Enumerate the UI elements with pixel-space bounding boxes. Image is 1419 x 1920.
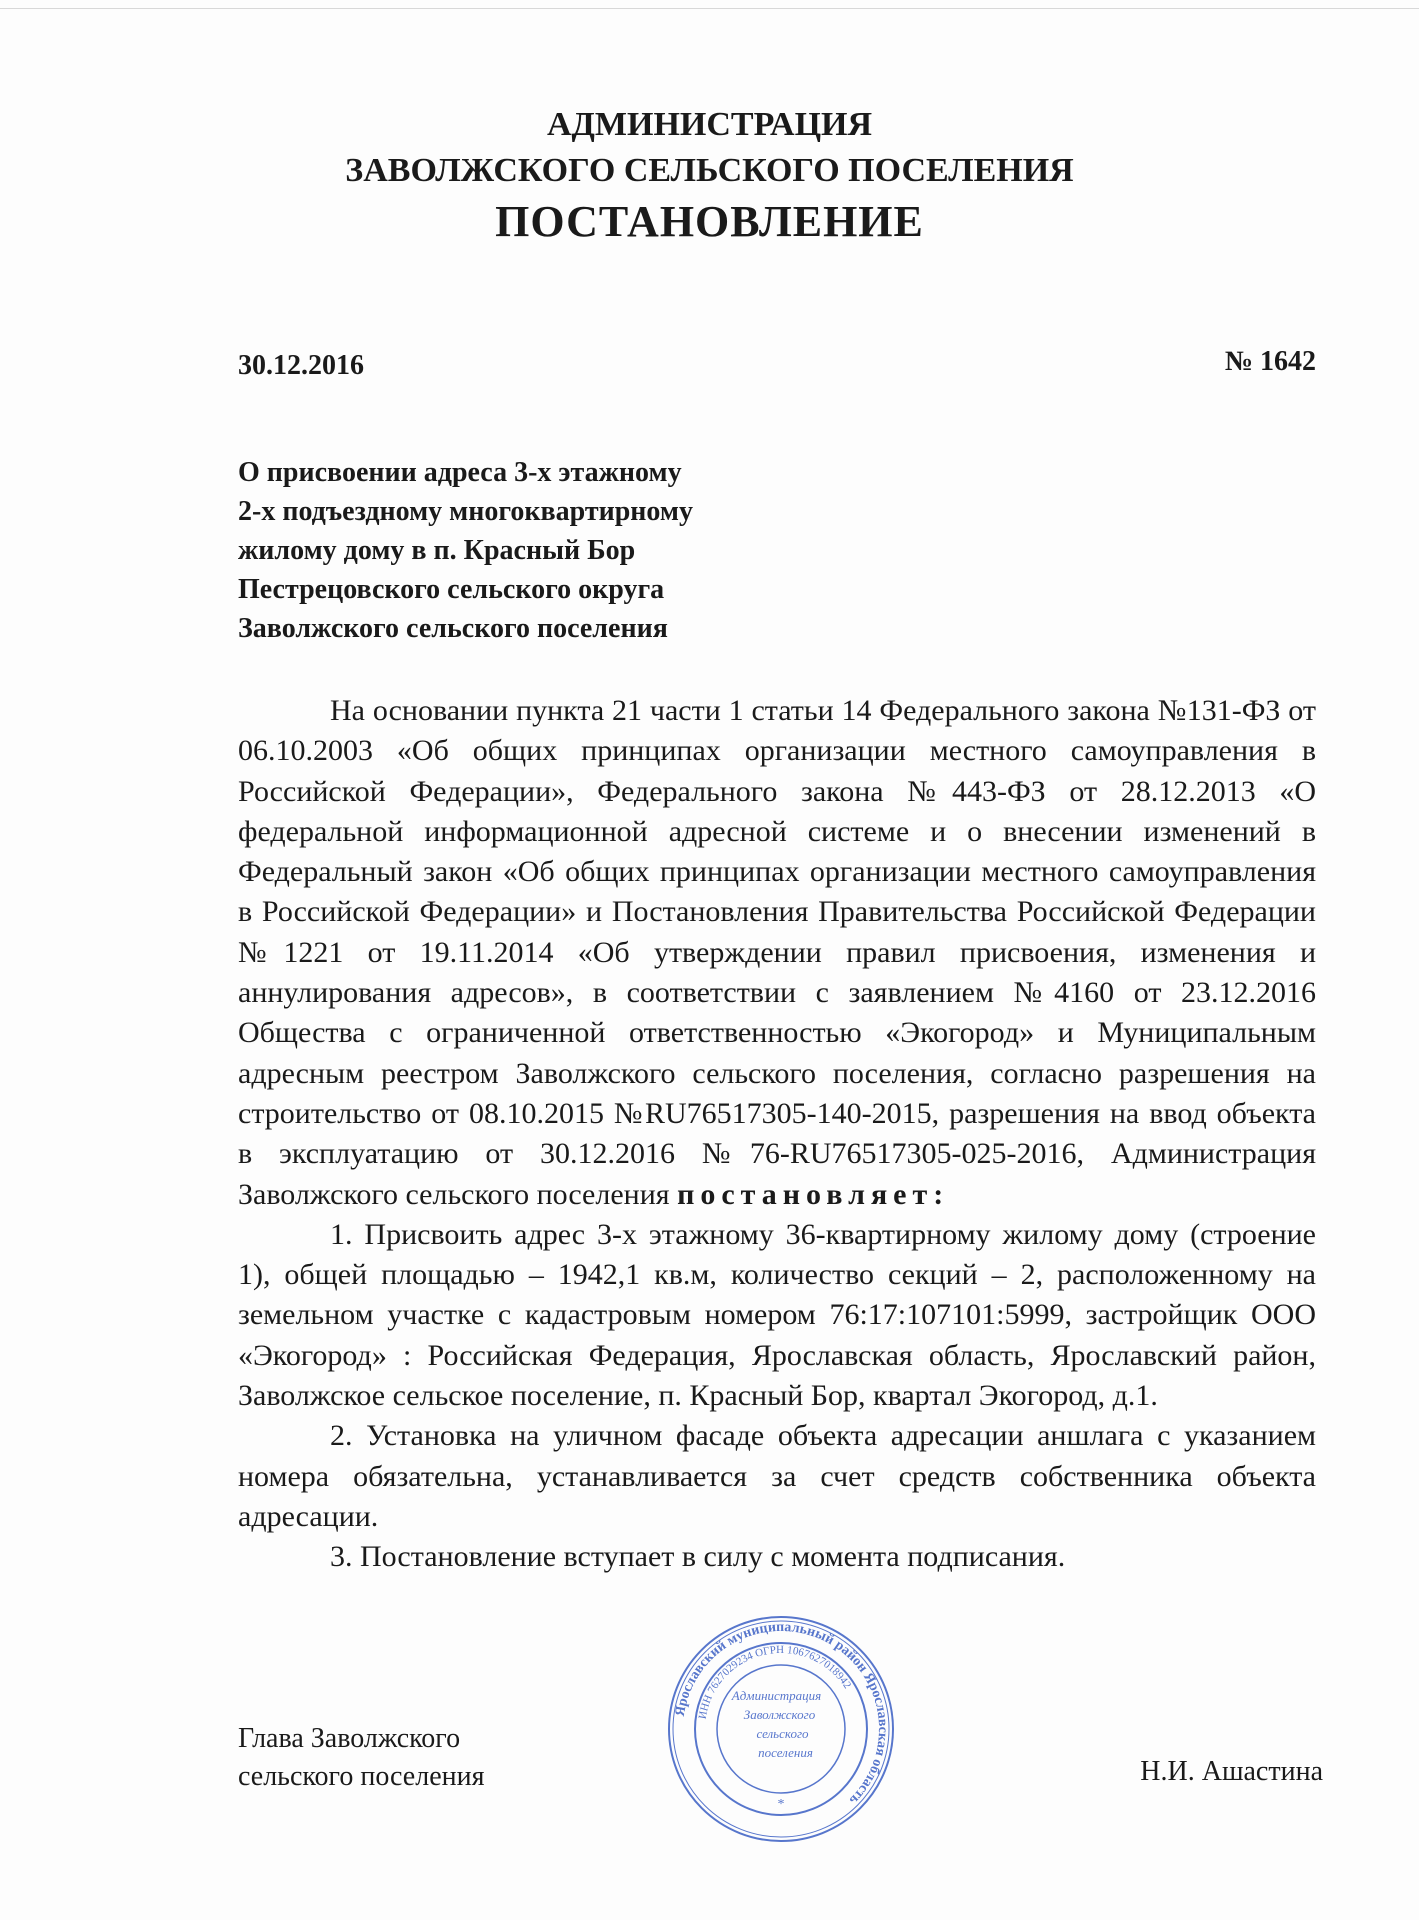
document-date: 30.12.2016	[238, 350, 364, 381]
seal-center-line: поселения	[758, 1745, 813, 1760]
subject-line: О присвоении адреса 3-х этажному	[238, 457, 682, 488]
seal-registration-text: ИНН 7627029234 ОГРН 1067627018942	[696, 1643, 854, 1720]
signatory-position-line: сельского поселения	[238, 1761, 485, 1792]
subject-line: 2-х подъездному многоквартирному	[238, 496, 693, 527]
decree-item: 1. Присвоить адрес 3-х этажному 36-квартирному жилому дому (строение 1), общей площадью – 1942,1 кв.м, количество секций – 2, расположенному на земельном участке с кадастровым номером 76:17:107101:5999, застройщик ООО «Экогород» : Российская Федерация, Ярославская область, Ярославский район, Заволжское сельское поселение, п. Красный Бор, квартал Экогород, д.1.	[238, 1217, 1316, 1413]
decree-word: постановляет:	[677, 1177, 950, 1211]
scan-edge-line	[0, 8, 1419, 9]
seal-center-text	[731, 1688, 821, 1760]
seal-center-line: сельского	[756, 1726, 809, 1741]
seal-center-line: Заволжского	[743, 1707, 816, 1722]
document-subject	[238, 453, 693, 648]
seal-star-icon: *	[777, 1797, 785, 1812]
document-body	[238, 691, 1316, 1578]
subject-line: жилому дому в п. Красный Бор	[238, 535, 636, 566]
official-seal	[664, 1612, 898, 1846]
document-header	[0, 102, 1419, 250]
preamble-paragraph	[238, 691, 1316, 1215]
subject-line: Пестрецовского сельского округа	[238, 574, 665, 605]
decree-item: 2. Установка на уличном фасаде объекта адресации аншлага с указанием номера обязательна, устанавливается за счет средств собственника объекта адресации.	[238, 1419, 1316, 1533]
document-number: № 1642	[1224, 346, 1316, 377]
decree-item: 3. Постановление вступает в силу с момента подписания.	[330, 1540, 1066, 1574]
seal-center-line: Администрация	[731, 1688, 822, 1703]
seal-outer-text: Ярославский муниципальный район Ярославская область	[672, 1619, 891, 1808]
header-settlement: ЗАВОЛЖСКОГО СЕЛЬСКОГО ПОСЕЛЕНИЯ	[345, 152, 1074, 189]
header-organization: АДМИНИСТРАЦИЯ	[546, 106, 873, 143]
document-type-title: ПОСТАНОВЛЕНИЕ	[495, 197, 924, 246]
signatory-name: Н.И. Ашастина	[1140, 1756, 1323, 1787]
signatory-position	[238, 1720, 484, 1796]
preamble-text: На основании пункта 21 части 1 статьи 14 Федерального закона №131-ФЗ от 06.10.2003 «Об общих принципах организации местного самоуправления в Российской Федерации», Федерального закона №443-ФЗ от 28.12.2013 «О федеральной информационной адресной системе и о внесении изменений в Федеральный закон «Об общих принципах организации местного самоуправления в Российской Федерации» и Постановления Правительства Российской Федерации №1221 от 19.11.2014 «Об утверждении правил присвоения, изменения и аннулирования адресов», в соответствии с заявлением №4160 от 23.12.2016 Общества с ограниченной ответственностью «Экогород» и Муниципальным адресным реестром Заволжского сельского поселения, согласно разрешения на строительство от 08.10.2015 №RU76517305-140-2015, разрешения на ввод объекта в эксплуатацию от 30.12.2016 №76-RU76517305-025-2016, Администрация Заволжского сельского поселения	[238, 694, 1316, 1211]
signatory-position-line: Глава Заволжского	[238, 1723, 461, 1754]
subject-line: Заволжского сельского поселения	[238, 613, 668, 644]
